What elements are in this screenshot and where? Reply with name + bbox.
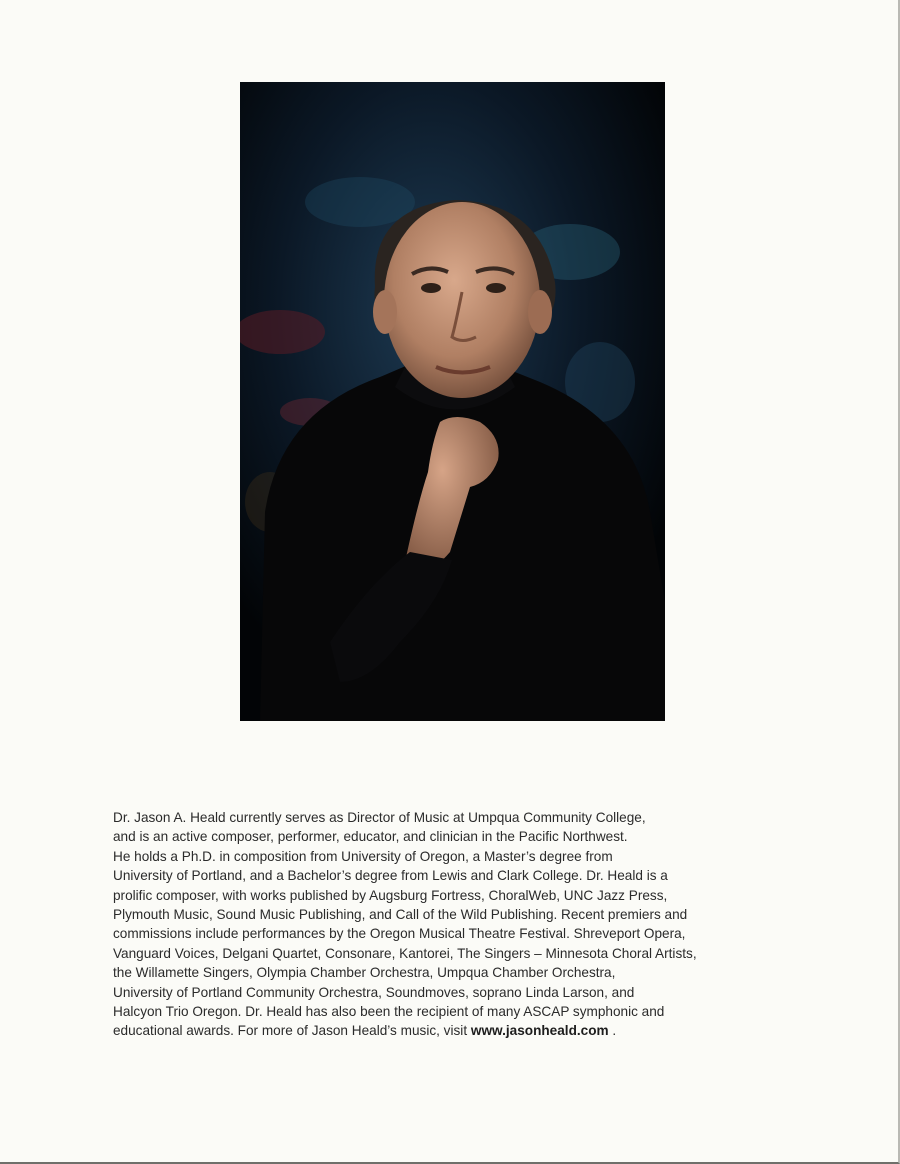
bio-line: University of Portland, and a Bachelor’s degree from Lewis and Clark College. Dr. Heald is a xyxy=(113,868,668,884)
bio-line: He holds a Ph.D. in composition from University of Oregon, a Master’s degree from xyxy=(113,848,613,864)
website-link[interactable]: www.jasonheald.com xyxy=(470,1023,609,1039)
bio-line: the Willamette Singers, Olympia Chamber Orchestra, Umpqua Chamber Orchestra, xyxy=(113,965,616,981)
bio-last-line-text: educational awards. For more of Jason Heald’s music, visit xyxy=(113,1023,471,1039)
bio-line: and is an active composer, performer, educator, and clinician in the Pacific Northwest. xyxy=(113,829,628,845)
bio-line: Plymouth Music, Sound Music Publishing, and Call of the Wild Publishing. Recent premiers and xyxy=(113,907,688,923)
bio-line: commissions include performances by the Oregon Musical Theatre Festival. Shreveport Opera, xyxy=(113,926,686,942)
bio-line: prolific composer, with works published by Augsburg Fortress, ChoralWeb, UNC Jazz Press, xyxy=(113,887,668,903)
bio-line: Vanguard Voices, Delgani Quartet, Consonare, Kantorei, The Singers – Minnesota Choral Artists, xyxy=(113,945,697,961)
bio-line: Dr. Jason A. Heald currently serves as Director of Music at Umpqua Community College, xyxy=(113,810,646,825)
bio-last-line-suffix: . xyxy=(608,1023,617,1039)
composer-biography xyxy=(113,808,833,1041)
composer-portrait-photo xyxy=(240,82,665,721)
bio-last-line xyxy=(113,1021,833,1040)
bio-line: Halcyon Trio Oregon. Dr. Heald has also been the recipient of many ASCAP symphonic and xyxy=(113,1004,665,1020)
bio-line: University of Portland Community Orchestra, Soundmoves, soprano Linda Larson, and xyxy=(113,984,635,1000)
